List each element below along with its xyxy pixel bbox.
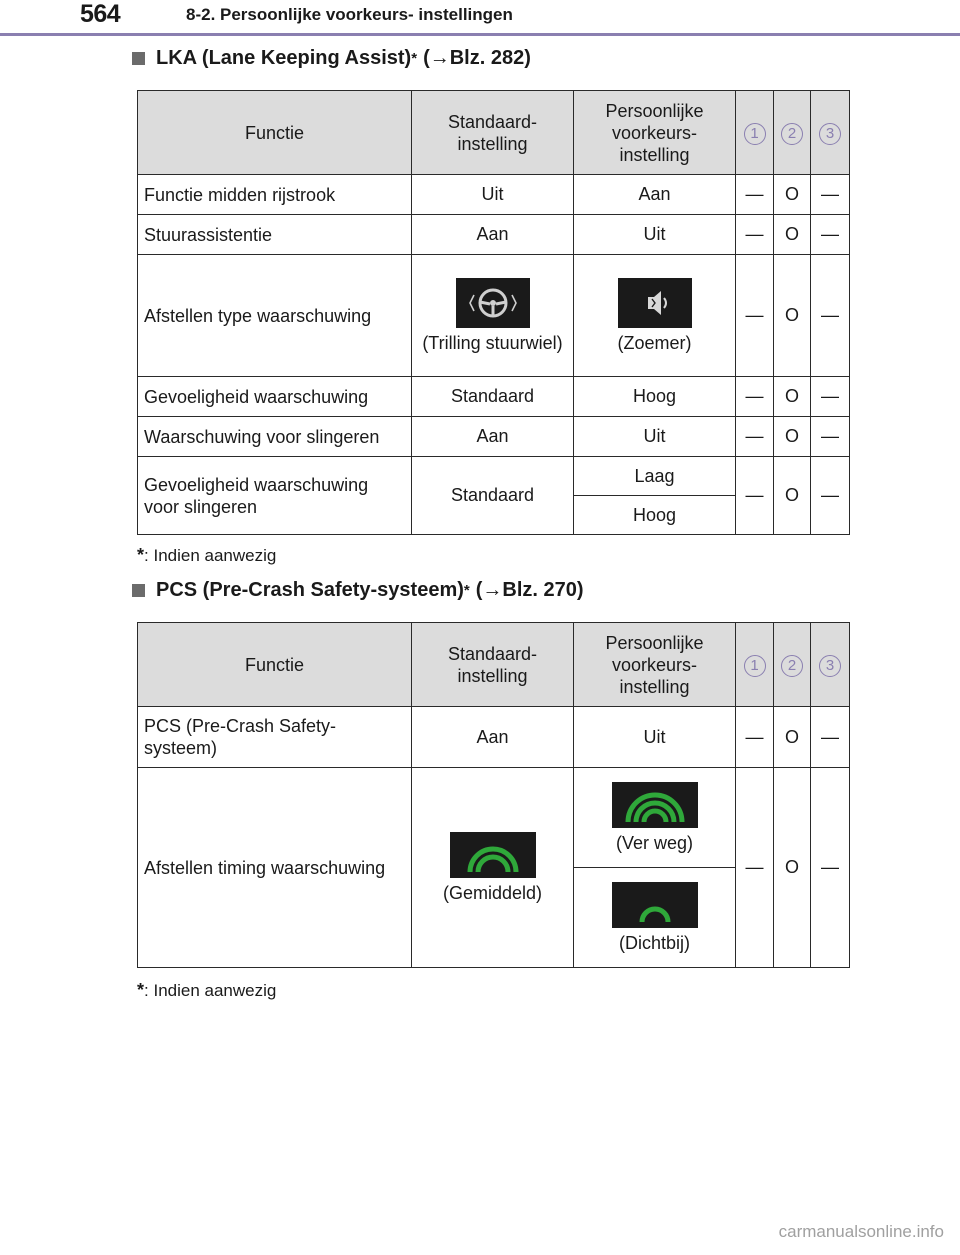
column-header-default: Standaard- instelling [412, 623, 574, 707]
pcs-table [137, 622, 850, 968]
default-cell [412, 768, 574, 968]
watermark: carmanualsonline.info [778, 1222, 944, 1241]
pcs-footnote: *: Indien aanwezig [137, 980, 277, 1000]
table-row [138, 707, 850, 768]
col1-cell: — [736, 417, 774, 457]
col3-cell: — [811, 768, 850, 968]
footnote-marker: * [411, 50, 418, 67]
col2-cell: O [774, 377, 811, 417]
number-circle-1: 1 [744, 655, 766, 677]
col3-cell: — [811, 255, 850, 377]
footnote-text: Indien aanwezig [153, 546, 277, 565]
col1-cell: — [736, 255, 774, 377]
column-header-custom: Persoonlijke voorkeurs- instelling [574, 91, 736, 175]
col2-cell: O [774, 768, 811, 968]
custom-cell: Laag [574, 457, 736, 496]
default-cell: Uit [412, 175, 574, 215]
function-cell: Functie midden rijstrook [138, 175, 412, 215]
custom-cell [574, 768, 736, 868]
custom-cell: Hoog [574, 496, 736, 535]
square-bullet-icon [132, 584, 145, 597]
table-row [138, 457, 850, 496]
custom-caption: (Ver weg) [615, 832, 694, 853]
function-cell: Gevoeligheid waarschuwing [138, 377, 412, 417]
function-cell: Waarschuwing voor slingeren [138, 417, 412, 457]
page-number: 564 [80, 0, 121, 28]
col2-cell: O [774, 255, 811, 377]
default-cell: Aan [412, 215, 574, 255]
speaker-buzzer-icon [618, 278, 692, 328]
column-header-2 [774, 91, 811, 175]
column-header-2 [774, 623, 811, 707]
function-cell: Stuurassistentie [138, 215, 412, 255]
lka-page-ref[interactable]: (→Blz. 282) [423, 47, 531, 69]
number-circle-3: 3 [819, 655, 841, 677]
pcs-heading-text: PCS (Pre-Crash Safety-systeem) [156, 579, 464, 601]
col2-cell: O [774, 707, 811, 768]
table-row [138, 768, 850, 868]
chapter-title: 8-2. Persoonlijke voorkeurs- instellingen [186, 5, 513, 24]
col1-cell: — [736, 215, 774, 255]
page-header [0, 0, 960, 40]
col3-cell: — [811, 175, 850, 215]
column-header-custom: Persoonlijke voorkeurs- instelling [574, 623, 736, 707]
table-row [138, 377, 850, 417]
col2-cell: O [774, 175, 811, 215]
default-caption: (Trilling stuurwiel) [422, 332, 563, 353]
col1-cell: — [736, 707, 774, 768]
column-header-3 [811, 623, 850, 707]
column-header-3 [811, 91, 850, 175]
custom-caption: (Zoemer) [617, 332, 692, 353]
custom-cell [574, 255, 736, 377]
column-header-default: Standaard- instelling [412, 91, 574, 175]
col2-cell: O [774, 457, 811, 535]
warning-arc-icon [612, 782, 698, 828]
col3-cell: — [811, 417, 850, 457]
number-circle-2: 2 [781, 123, 803, 145]
table-row [138, 255, 850, 377]
col3-cell: — [811, 377, 850, 417]
col3-cell: — [811, 457, 850, 535]
custom-cell: Uit [574, 215, 736, 255]
custom-cell: Uit [574, 707, 736, 768]
custom-cell: Uit [574, 417, 736, 457]
function-cell: PCS (Pre-Crash Safety-systeem) [138, 707, 412, 768]
column-header-1 [736, 623, 774, 707]
lka-heading [132, 47, 531, 70]
custom-caption: (Dichtbij) [618, 932, 690, 953]
default-cell: Aan [412, 707, 574, 768]
col1-cell: — [736, 377, 774, 417]
warning-arc-icon [612, 882, 698, 928]
lka-footnote: *: Indien aanwezig [137, 545, 277, 565]
number-circle-1: 1 [744, 123, 766, 145]
default-cell: Standaard [412, 457, 574, 535]
pcs-page-ref[interactable]: (→Blz. 270) [475, 579, 584, 601]
footnote-marker: * [137, 545, 145, 565]
pcs-heading [132, 579, 584, 602]
lka-table [137, 90, 850, 535]
col2-cell: O [774, 215, 811, 255]
footnote-marker: * [463, 582, 470, 599]
footnote-marker: * [137, 980, 145, 1000]
number-circle-2: 2 [781, 655, 803, 677]
table-header-row [138, 91, 850, 175]
column-header-function: Functie [138, 91, 412, 175]
header-rule [0, 33, 960, 36]
square-bullet-icon [132, 52, 145, 65]
table-row [138, 215, 850, 255]
default-cell: Aan [412, 417, 574, 457]
default-cell [412, 255, 574, 377]
steering-wheel-vibration-icon [456, 278, 530, 328]
table-header-row [138, 623, 850, 707]
custom-cell [574, 868, 736, 968]
default-caption: (Gemiddeld) [442, 882, 543, 903]
custom-cell: Aan [574, 175, 736, 215]
col1-cell: — [736, 175, 774, 215]
col1-cell: — [736, 457, 774, 535]
column-header-1 [736, 91, 774, 175]
table-row [138, 175, 850, 215]
function-cell: Afstellen timing waarschuwing [138, 768, 412, 968]
col3-cell: — [811, 215, 850, 255]
function-cell: Gevoeligheid waarschuwing voor slingeren [138, 457, 412, 535]
table-row [138, 417, 850, 457]
col3-cell: — [811, 707, 850, 768]
col2-cell: O [774, 417, 811, 457]
warning-arc-icon [450, 832, 536, 878]
lka-heading-text: LKA (Lane Keeping Assist) [156, 47, 412, 69]
footnote-text: Indien aanwezig [153, 981, 277, 1000]
function-cell: Afstellen type waarschuwing [138, 255, 412, 377]
column-header-function: Functie [138, 623, 412, 707]
col1-cell: — [736, 768, 774, 968]
custom-cell: Hoog [574, 377, 736, 417]
default-cell: Standaard [412, 377, 574, 417]
number-circle-3: 3 [819, 123, 841, 145]
